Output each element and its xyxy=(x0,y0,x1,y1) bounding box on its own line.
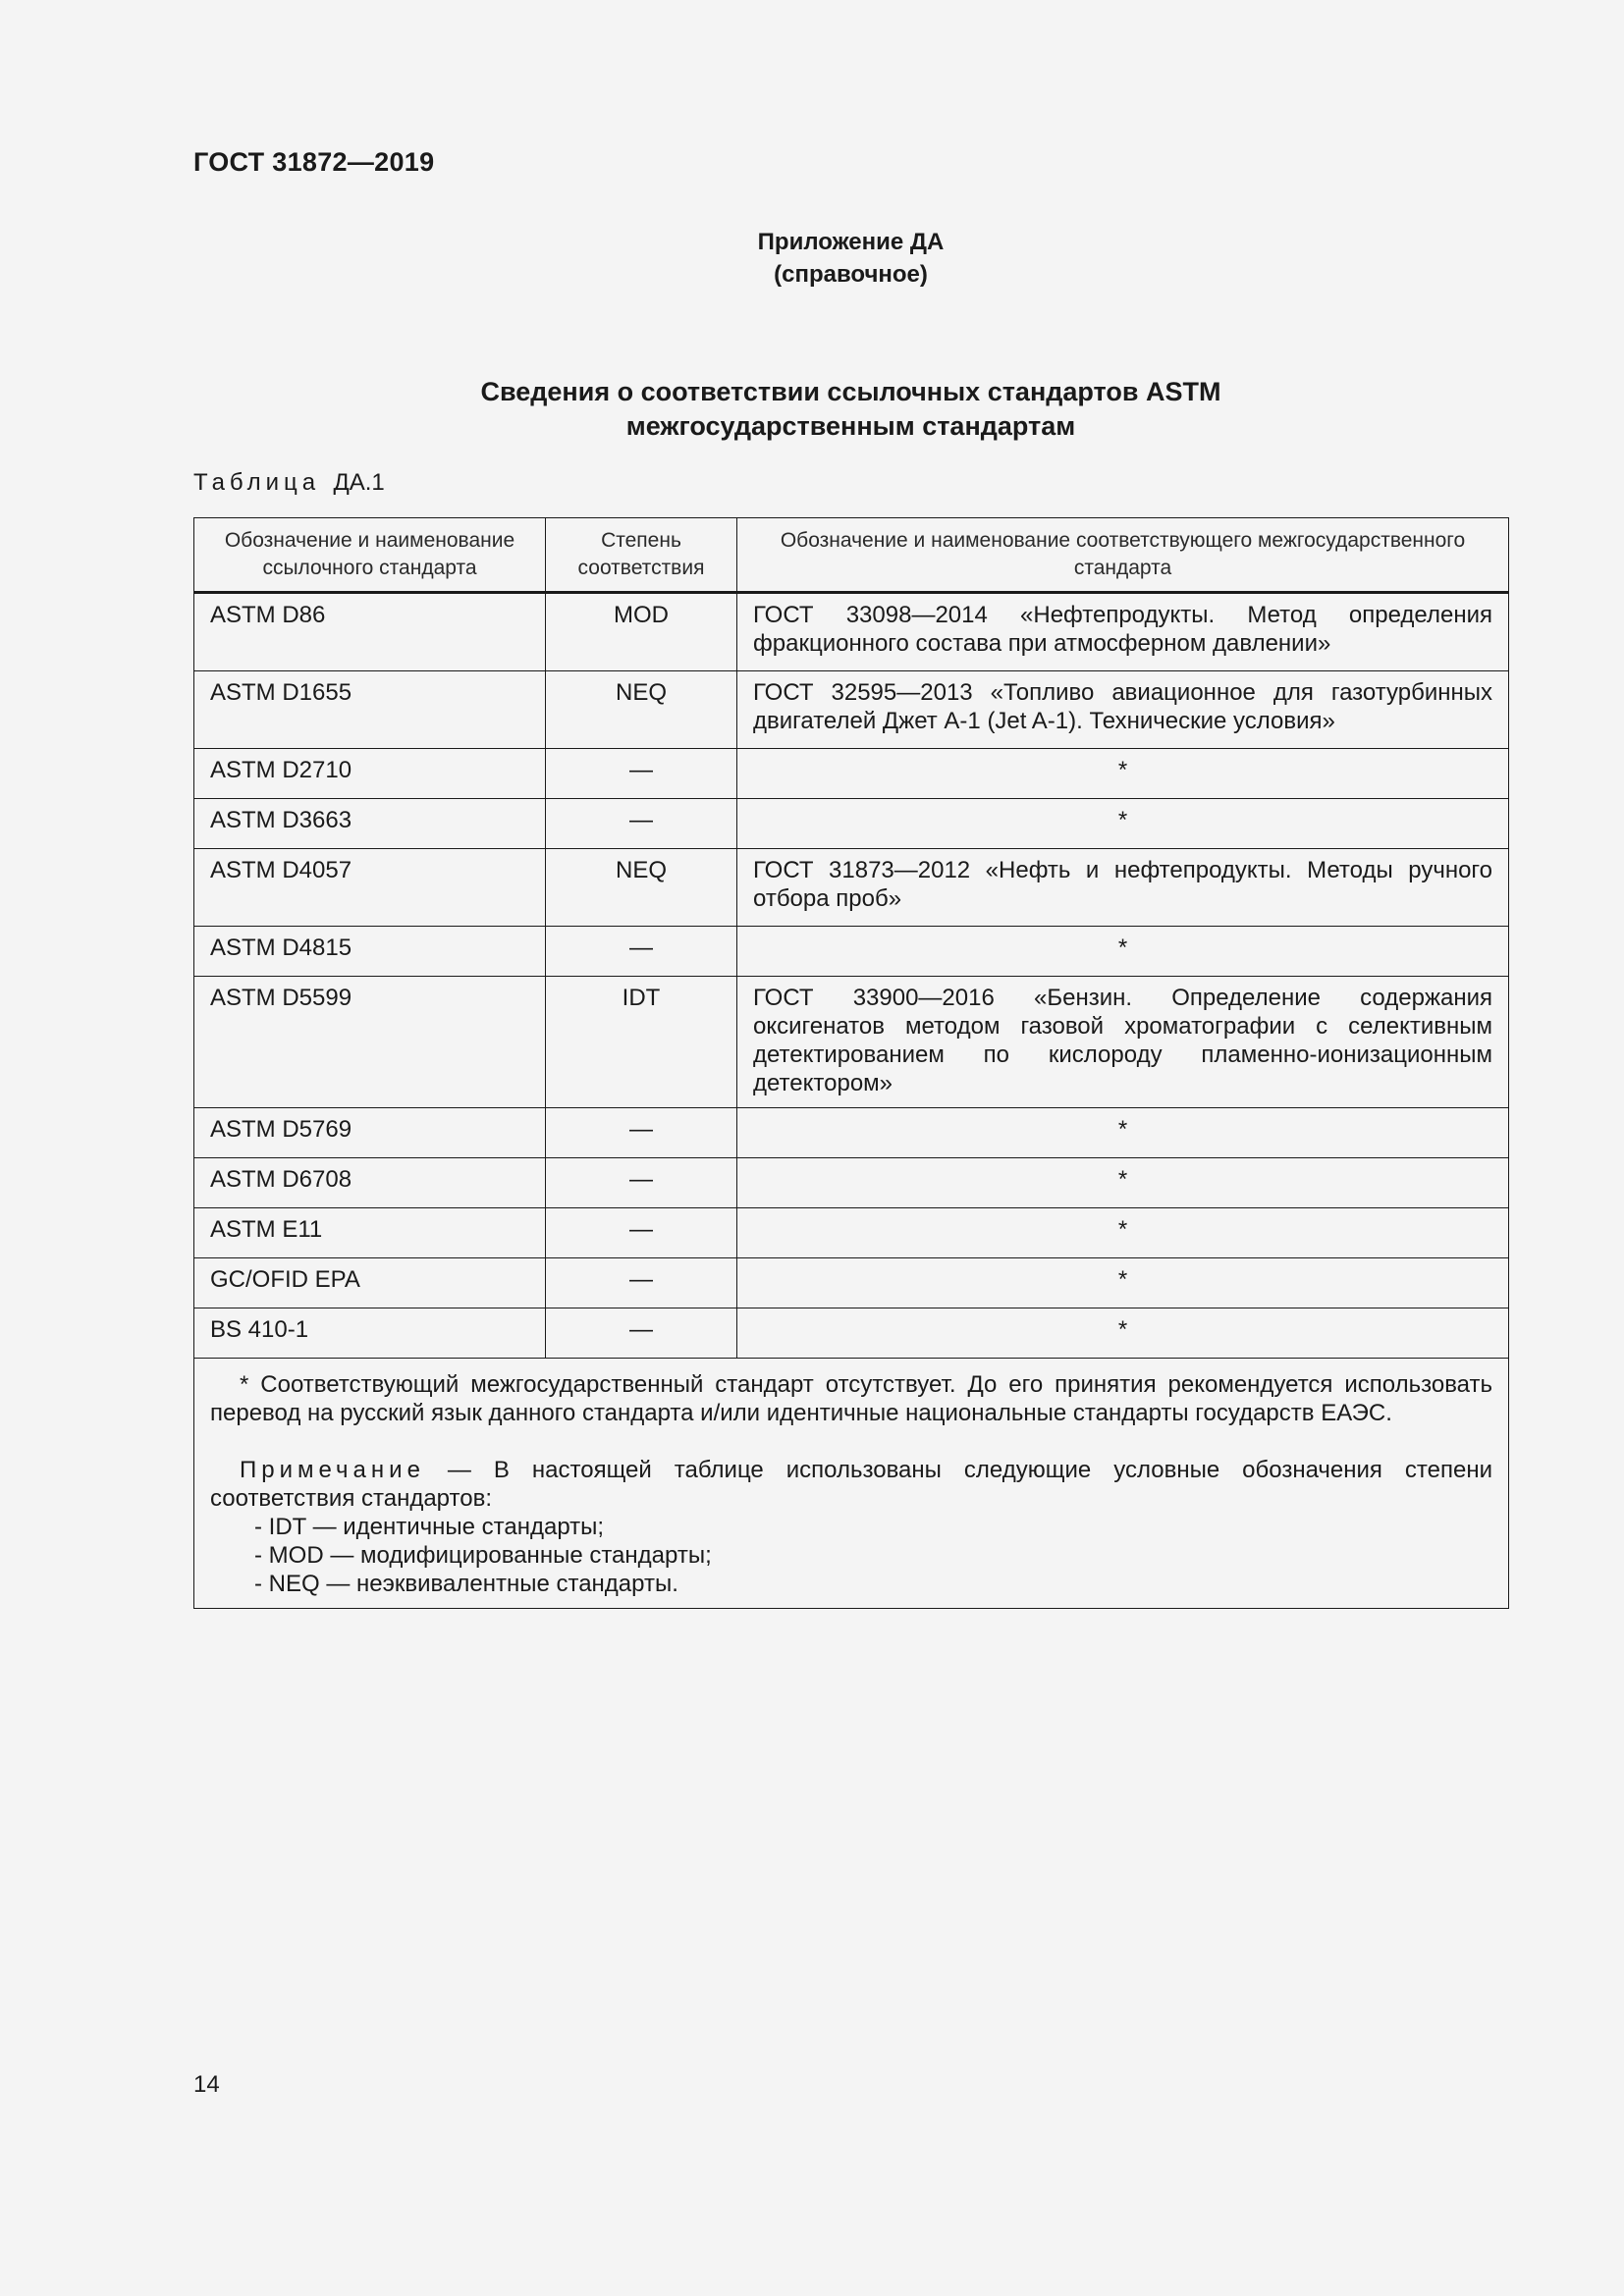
note xyxy=(210,1456,1492,1513)
table-header-row xyxy=(194,518,1509,593)
reference-standard-cell: ASTM D86 xyxy=(194,593,546,671)
correspondence-table xyxy=(193,517,1509,1609)
degree-cell: — xyxy=(546,1158,737,1208)
table-row xyxy=(194,1208,1509,1258)
reference-standard-cell: ASTM D4057 xyxy=(194,849,546,927)
document-code: ГОСТ 31872—2019 xyxy=(193,147,435,177)
reference-standard-cell: ASTM D4815 xyxy=(194,927,546,977)
table-row xyxy=(194,671,1509,749)
interstate-standard-cell: ГОСТ 33900—2016 «Бензин. Определение содержания оксигенатов методом газовой хроматографии с селективным детектированием по кислороду пламенно-ионизационным детектором» xyxy=(737,977,1509,1108)
table-label-word: Таблица xyxy=(193,469,321,496)
interstate-standard-cell: ГОСТ 32595—2013 «Топливо авиационное для газотурбинных двигателей Джет А-1 (Jet A-1). Технические условия» xyxy=(737,671,1509,749)
appendix-heading xyxy=(193,226,1508,291)
reference-standard-cell: ASTM D6708 xyxy=(194,1158,546,1208)
table-row xyxy=(194,927,1509,977)
table-heading xyxy=(193,375,1508,444)
note-text: — В настоящей таблице использованы следующие условные обозначения степени соответствия стандартов: xyxy=(210,1457,1492,1512)
interstate-standard-cell: * xyxy=(737,927,1509,977)
reference-standard-cell: ASTM D5599 xyxy=(194,977,546,1108)
table-label xyxy=(193,469,385,497)
degree-cell: NEQ xyxy=(546,671,737,749)
header-degree-of-correspondence: Степень соответствия xyxy=(546,518,737,593)
table-row xyxy=(194,1108,1509,1158)
degree-cell: — xyxy=(546,749,737,799)
table-row xyxy=(194,1258,1509,1308)
note-list-item: - MOD — модифицированные стандарты; xyxy=(254,1541,1492,1570)
table-footer xyxy=(194,1359,1509,1609)
appendix-title: Приложение ДА xyxy=(757,229,945,255)
note-list-item: - IDT — идентичные стандарты; xyxy=(254,1513,1492,1541)
reference-standard-cell: ASTM D3663 xyxy=(194,799,546,849)
interstate-standard-cell: ГОСТ 31873—2012 «Нефть и нефтепродукты. Методы ручного отбора проб» xyxy=(737,849,1509,927)
page-number: 14 xyxy=(193,2071,220,2098)
table-row xyxy=(194,593,1509,671)
table-row xyxy=(194,977,1509,1108)
interstate-standard-cell: * xyxy=(737,1258,1509,1308)
degree-cell: — xyxy=(546,1258,737,1308)
interstate-standard-cell: * xyxy=(737,749,1509,799)
table-label-number: ДА.1 xyxy=(333,469,385,496)
header-interstate-standard: Обозначение и наименование соответствующего межгосударственного стандарта xyxy=(737,518,1509,593)
reference-standard-cell: ASTM D1655 xyxy=(194,671,546,749)
table-footer-row xyxy=(194,1359,1509,1609)
interstate-standard-cell: * xyxy=(737,1208,1509,1258)
degree-cell: — xyxy=(546,799,737,849)
footnote: * Соответствующий межгосударственный стандарт отсутствует. До его принятия рекомендуется использовать перевод на русский язык данного стандарта и/или идентичные национальные стандарты государств ЕАЭС. xyxy=(210,1371,1492,1426)
degree-cell: — xyxy=(546,1108,737,1158)
table-row xyxy=(194,799,1509,849)
note-list-item: - NEQ — неэквивалентные стандарты. xyxy=(254,1570,1492,1598)
degree-cell: NEQ xyxy=(546,849,737,927)
reference-standard-cell: ASTM D2710 xyxy=(194,749,546,799)
header-reference-standard: Обозначение и наименование ссылочного стандарта xyxy=(194,518,546,593)
degree-cell: — xyxy=(546,1308,737,1359)
degree-cell: IDT xyxy=(546,977,737,1108)
degree-cell: — xyxy=(546,927,737,977)
interstate-standard-cell: * xyxy=(737,1108,1509,1158)
note-label: Примечание xyxy=(240,1457,425,1483)
reference-standard-cell: ASTM E11 xyxy=(194,1208,546,1258)
interstate-standard-cell: * xyxy=(737,1308,1509,1359)
table-heading-line-2: межгосударственным стандартам xyxy=(625,411,1076,441)
table-row xyxy=(194,1308,1509,1359)
degree-cell: — xyxy=(546,1208,737,1258)
table-heading-line-1: Сведения о соответствии ссылочных стандартов ASTM xyxy=(480,377,1221,406)
reference-standard-cell: GC/OFID EPA xyxy=(194,1258,546,1308)
table-row xyxy=(194,1158,1509,1208)
reference-standard-cell: ASTM D5769 xyxy=(194,1108,546,1158)
interstate-standard-cell: * xyxy=(737,1158,1509,1208)
degree-cell: MOD xyxy=(546,593,737,671)
appendix-subtitle: (справочное) xyxy=(774,261,928,288)
reference-standard-cell: BS 410-1 xyxy=(194,1308,546,1359)
table-row xyxy=(194,749,1509,799)
table-row xyxy=(194,849,1509,927)
note-list xyxy=(210,1513,1492,1598)
interstate-standard-cell: ГОСТ 33098—2014 «Нефтепродукты. Метод определения фракционного состава при атмосферном давлении» xyxy=(737,593,1509,671)
interstate-standard-cell: * xyxy=(737,799,1509,849)
